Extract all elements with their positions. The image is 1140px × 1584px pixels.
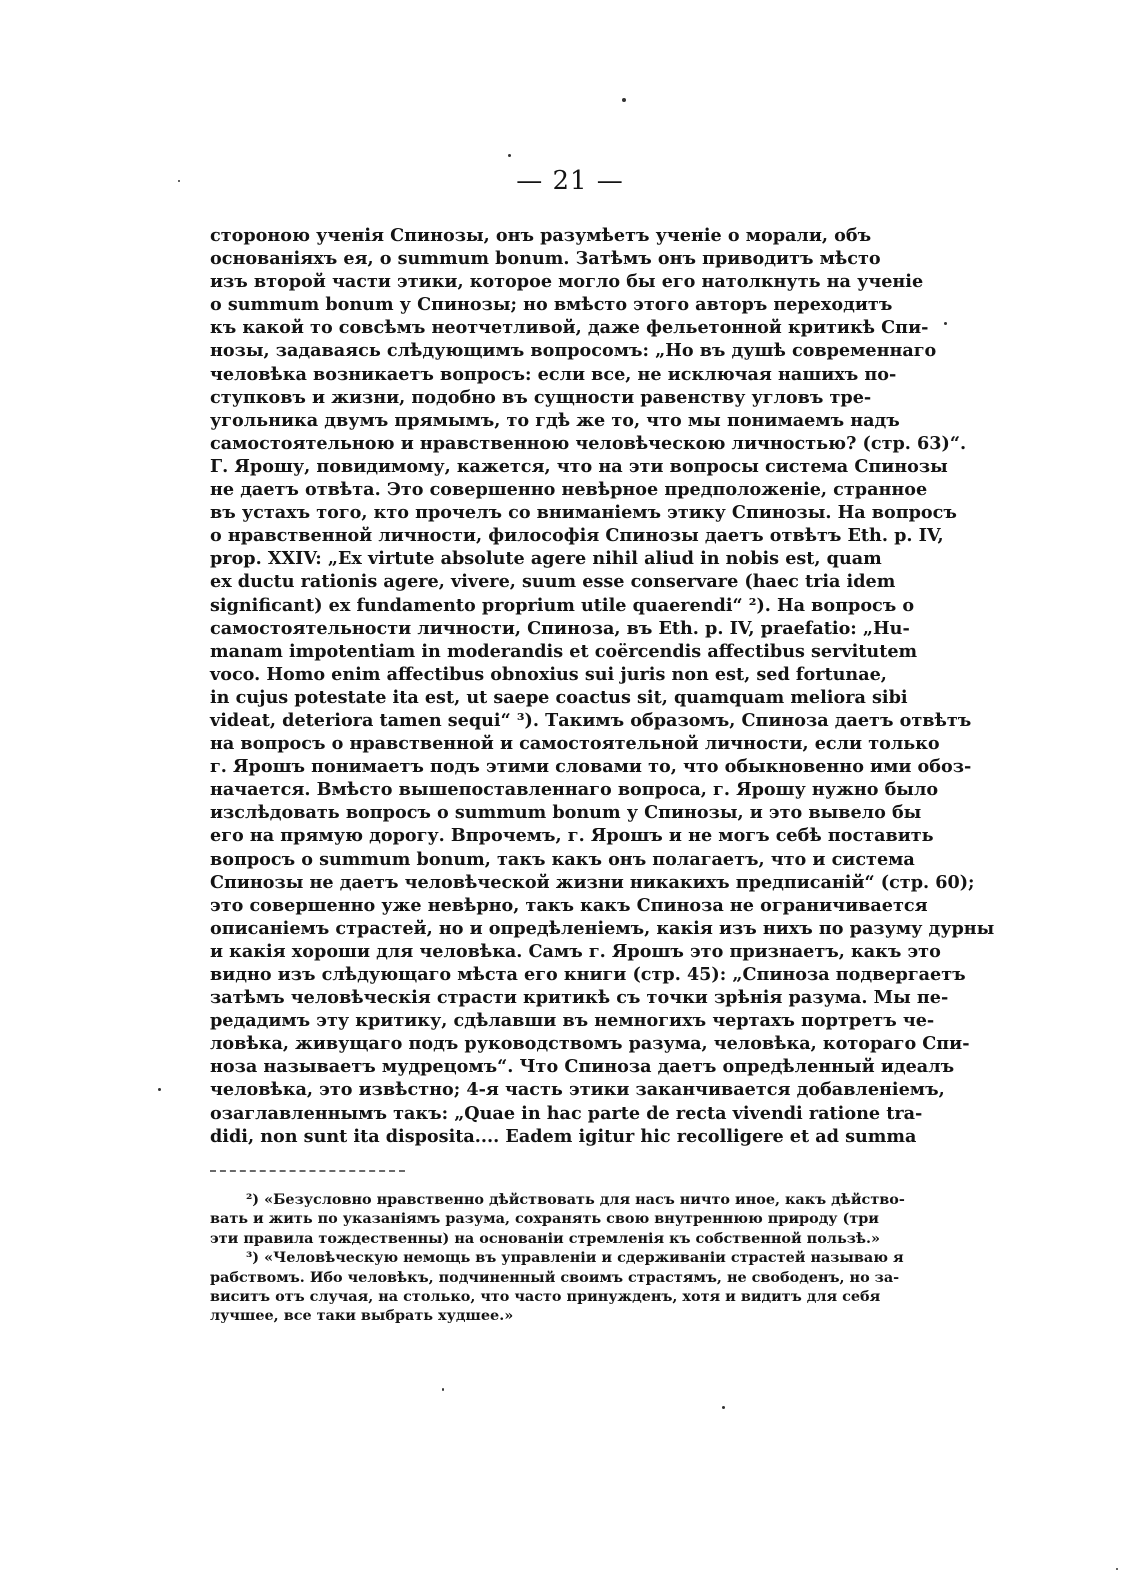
text-line: самостоятельности личности, Спиноза, въ Eth. p. IV, praefatio: „Hu- [210, 617, 910, 639]
text-line: начается. Вмѣсто вышепоставленнаго вопроса, г. Ярошу нужно было [210, 779, 939, 801]
scan-speck [442, 1388, 444, 1391]
scan-speck [944, 322, 947, 325]
footnote-line: эти правила тождественны) на основаніи стремленія къ собственной пользѣ.» [210, 1229, 881, 1247]
text-line: редадимъ эту критику, сдѣлавши въ немногихъ чертахъ портретъ че- [210, 1010, 935, 1032]
main-text-block [210, 224, 995, 1148]
text-line: на вопросъ о нравственной и самостоятельной личности, если только [210, 733, 940, 755]
text-line: основаніяхъ ея, о summum bonum. Затѣмъ онъ приводитъ мѣсто [210, 248, 881, 270]
text-line: ступковъ и жизни, подобно въ сущности равенству угловъ тре- [210, 386, 872, 408]
scan-speck [178, 180, 180, 182]
footnote-line: рабствомъ. Ибо человѣкъ, подчиненный своимъ страстямъ, не свободенъ, но за- [210, 1268, 900, 1286]
text-line: manam impotentiam in moderandis et coërcendis affectibus servitutem [210, 640, 918, 662]
text-line: видно изъ слѣдующаго мѣста его книги (стр. 45): „Спиноза подвергаетъ [210, 964, 966, 985]
scan-speck [508, 154, 511, 157]
text-line: это совершенно уже невѣрно, такъ какъ Спиноза не ограничивается [210, 894, 928, 916]
text-line: къ какой то совсѣмъ неотчетливой, даже фельетонной критикѣ Спи- [210, 317, 929, 339]
scan-speck [722, 1406, 725, 1409]
text-line: didi, non sunt ita disposita.... Eadem igitur hic recolligere et ad summa [210, 1125, 917, 1147]
text-line: описаніемъ страстей, но и опредѣленіемъ, какія изъ нихъ по разуму дурны [210, 917, 995, 939]
footnote-separator [210, 1170, 405, 1172]
text-line: и какія хороши для человѣка. Самъ г. Ярошъ это признаетъ, какъ это [210, 940, 941, 962]
text-line: г. Ярошъ понимаетъ подъ этими словами то, что обыкновенно ими обоз- [210, 756, 972, 778]
text-line: угольника двумъ прямымъ, то гдѣ же то, что мы понимаемъ надъ [210, 409, 900, 431]
footnotes-block [210, 1190, 905, 1326]
footnote-line: лучшее, все таки выбрать худшее.» [210, 1307, 514, 1325]
text-line: in cujus potestate ita est, ut saepe coactus sit, quamquam meliora sibi [210, 686, 908, 708]
scan-speck [622, 98, 626, 102]
text-line: нозы, задаваясь слѣдующимъ вопросомъ: „Но въ душѣ современнаго [210, 340, 937, 362]
text-line: въ устахъ того, кто прочелъ со вниманіемъ этику Спинозы. На вопросъ [210, 502, 957, 524]
text-line: ноза называетъ мудрецомъ“. Что Спиноза даетъ опредѣленный идеалъ [210, 1056, 955, 1078]
footnote-line: вать и жить по указаніямъ разума, сохранять свою внутреннюю природу (три [210, 1210, 879, 1228]
text-line: человѣка, это извѣстно; 4-я часть этики заканчивается добавленіемъ, [210, 1079, 945, 1101]
footnote-line: виситъ отъ случая, на столько, что часто принужденъ, хотя и видитъ для себя [210, 1287, 881, 1305]
text-line: Г. Ярошу, повидимому, кажется, что на эти вопросы система Спинозы [210, 455, 948, 477]
text-line: significant) ex fundamento proprium utile quaerendi“ ²). На вопросъ о [210, 594, 915, 616]
text-line: затѣмъ человѣческія страсти критикѣ съ точки зрѣнія разума. Мы пе- [210, 987, 949, 1009]
text-line: человѣка возникаетъ вопросъ: если все, не исключая нашихъ по- [210, 363, 897, 385]
text-line: самостоятельною и нравственною человѣческою личностью? (стр. 63)“. [210, 432, 967, 454]
page-number: — 21 — [516, 166, 624, 196]
text-line: ловѣка, живущаго подъ руководствомъ разума, человѣка, котораго Спи- [210, 1033, 970, 1055]
text-line: изслѣдовать вопросъ о summum bonum у Спинозы, и это вывело бы [210, 802, 922, 824]
text-line: voco. Homo enim affectibus obnoxius sui juris non est, sed fortunae, [210, 663, 887, 685]
text-line: озаглавленнымъ такъ: „Quae in hac parte de recta vivendi ratione tra- [210, 1102, 923, 1124]
text-line: стороною ученія Спинозы, онъ разумѣетъ ученіе о морали, объ [210, 225, 872, 246]
text-line: ex ductu rationis agere, vivere, suum esse conservare (haec tria idem [210, 571, 896, 593]
footnote-line: ²) «Безусловно нравственно дѣйствовать для насъ ничто иное, какъ дѣйство- [246, 1191, 905, 1208]
text-line: его на прямую дорогу. Впрочемъ, г. Ярошъ и не могъ себѣ поставить [210, 825, 934, 847]
text-line: о summum bonum у Спинозы; но вмѣсто этого авторъ переходитъ [210, 294, 893, 316]
text-line: вопросъ о summum bonum, такъ какъ онъ полагаетъ, что и система [210, 848, 915, 870]
text-line: о нравственной личности, философія Спинозы даетъ отвѣтъ Eth. p. IV, [210, 525, 944, 547]
scan-speck [1116, 1568, 1118, 1570]
text-line: не даетъ отвѣта. Это совершенно невѣрное предположеніе, странное [210, 479, 928, 501]
scan-speck [158, 1088, 161, 1091]
text-line: videat, deteriora tamen sequi“ ³). Такимъ образомъ, Спиноза даетъ отвѣтъ [210, 709, 972, 731]
text-line: изъ второй части этики, которое могло бы его натолкнуть на ученіе [210, 271, 924, 293]
text-line: prop. XXIV: „Ex virtute absolute agere nihil aliud in nobis est, quam [210, 548, 882, 570]
footnote-line: ³) «Человѣческую немощь въ управленіи и сдерживаніи страстей называю я [246, 1249, 904, 1267]
text-line: Спинозы не даетъ человѣческой жизни никакихъ предписаній“ (стр. 60); [210, 871, 975, 893]
